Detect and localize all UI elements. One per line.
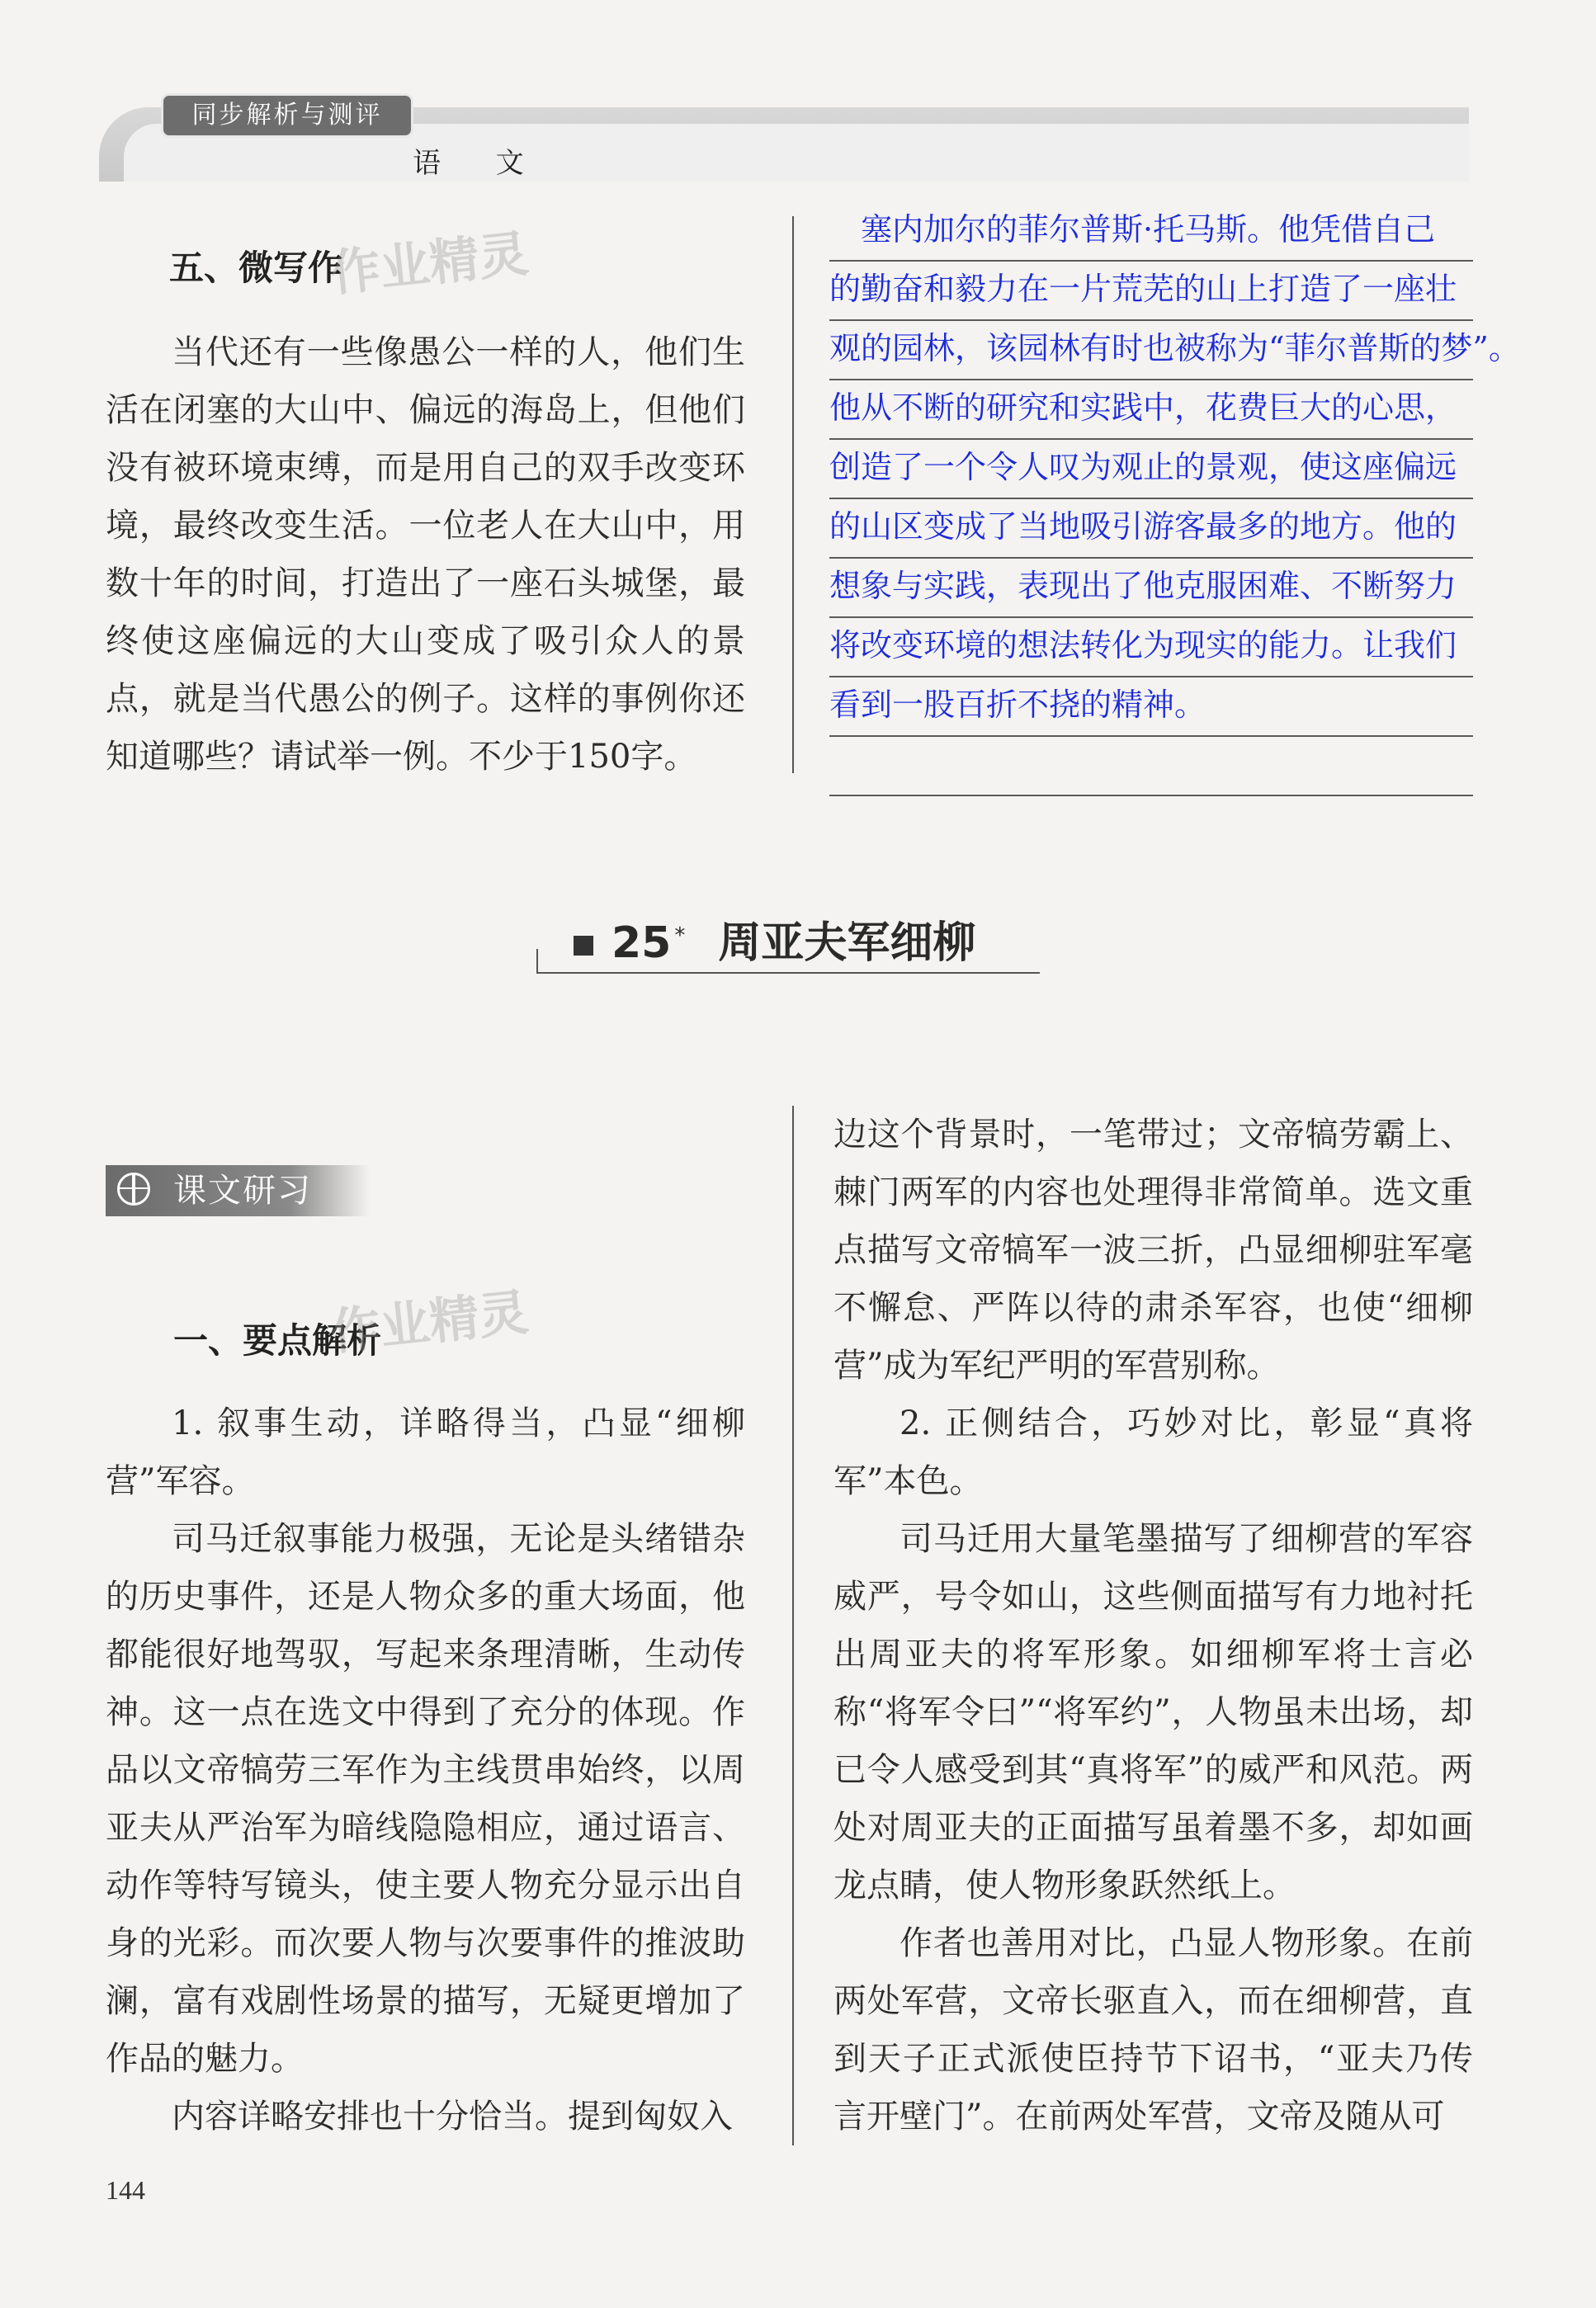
column-divider-bottom <box>792 1106 794 2145</box>
watermark-2: 作业精灵 <box>328 1283 531 1362</box>
answer-line <box>829 737 1473 796</box>
title-underline <box>536 972 1040 974</box>
answer-line: 的勤奋和毅力在一片荒芜的山上打造了一座壮 <box>829 262 1473 321</box>
answer-line: 创造了一个令人叹为观止的景观，使这座偏远 <box>829 440 1473 499</box>
section5-prompt: 当代还有一些像愚公一样的人，他们生活在闭塞的大山中、偏远的海岛上，但他们没有被环境束缚，而是用自己的双手改变环境，最终改变生活。一位老人在大山中，用数十年的时间，打造出了一座石头城堡，最终使这座偏远的大山变成了吸引众人的景点，就是当代愚公的例子。这样的事例你还知道哪些？请试举一例。不少于150字。 <box>106 333 745 776</box>
lesson-mark: * <box>674 923 686 948</box>
paragraph: 作者也善用对比，凸显人物形象。在前两处军营，文帝长驱直入，而在细柳营，直到天子正式派使臣持节下诏书，“亚夫乃传言开壁门”。在前两处军营，文帝及随从可 <box>833 1924 1473 2136</box>
paragraph: 边这个背景时，一笔带过；文帝犒劳霸上、棘门两军的内容也处理得非常简单。选文重点描写文帝犒军一波三折，凸显细柳驻军毫不懈怠、严阵以待的肃杀军容，也使“细柳营”成为军纪严明的军营别称。 <box>833 1116 1473 1385</box>
square-bullet-icon <box>574 936 593 956</box>
answer-line: 看到一股百折不挠的精神。 <box>829 677 1473 737</box>
left-column <box>106 1395 745 2145</box>
paragraph: 1. 叙事生动，详略得当，凸显“细柳营”军容。 <box>106 1404 745 1500</box>
lesson-title <box>574 908 975 974</box>
answer-line: 塞内加尔的菲尔普斯·托马斯。他凭借自己 <box>829 202 1473 262</box>
page-number: 144 <box>106 2175 145 2205</box>
globe-icon <box>117 1173 150 1206</box>
section-tag <box>106 1165 370 1216</box>
answer-line: 想象与实践，表现出了他克服困难、不断努力 <box>829 559 1473 618</box>
section5-heading: 五、微写作 <box>169 248 343 288</box>
subject-label: 语 文 <box>413 147 547 180</box>
tag-label: 课文研习 <box>173 1172 312 1210</box>
lesson-number: 25 <box>611 918 672 968</box>
right-column <box>833 1106 1473 2145</box>
paragraph: 司马迁叙事能力极强，无论是头绪错杂的历史事件，还是人物众多的重大场面，他都能很好地驾驭，写起来条理清晰，生动传神。这一点在选文中得到了充分的体现。作品以文帝犒劳三军作为主线贯串始终，以周亚夫从严治军为暗线隐隐相应，通过语言、动作等特写镜头，使主要人物充分显示出自身的光彩。而次要人物与次要事件的推波助澜，富有戏剧性场景的描写，无疑更增加了作品的魅力。 <box>106 1520 745 2078</box>
answer-line: 他从不断的研究和实践中，花费巨大的心思， <box>829 380 1473 440</box>
section1-heading: 一、要点解析 <box>173 1320 382 1361</box>
answer-lines <box>829 202 1520 796</box>
lesson-name: 周亚夫军细柳 <box>718 918 976 968</box>
title-frame-left <box>536 949 538 974</box>
column-divider-top <box>792 216 794 773</box>
answer-line: 观的园林，该园林有时也被称为“菲尔普斯的梦”。 <box>829 321 1473 380</box>
paragraph: 2. 正侧结合，巧妙对比，彰显“真将军”本色。 <box>833 1404 1473 1500</box>
series-label: 同步解析与测评 <box>161 93 413 138</box>
paragraph: 内容详略安排也十分恰当。提到匈奴入 <box>172 2098 733 2136</box>
watermark: 作业精灵 <box>328 224 531 304</box>
answer-line: 将改变环境的想法转化为现实的能力。让我们 <box>829 618 1473 677</box>
answer-line: 的山区变成了当地吸引游客最多的地方。他的 <box>829 499 1473 559</box>
paragraph: 司马迁用大量笔墨描写了细柳营的军容威严，号令如山，这些侧面描写有力地衬托出周亚夫的将军形象。如细柳军将士言必称“将军令曰”“将军约”，人物虽未出场，却已令人感受到其“真将军”的威严和风范。两处对周亚夫的正面描写虽着墨不多，却如画龙点睛，使人物形象跃然纸上。 <box>833 1520 1473 1904</box>
